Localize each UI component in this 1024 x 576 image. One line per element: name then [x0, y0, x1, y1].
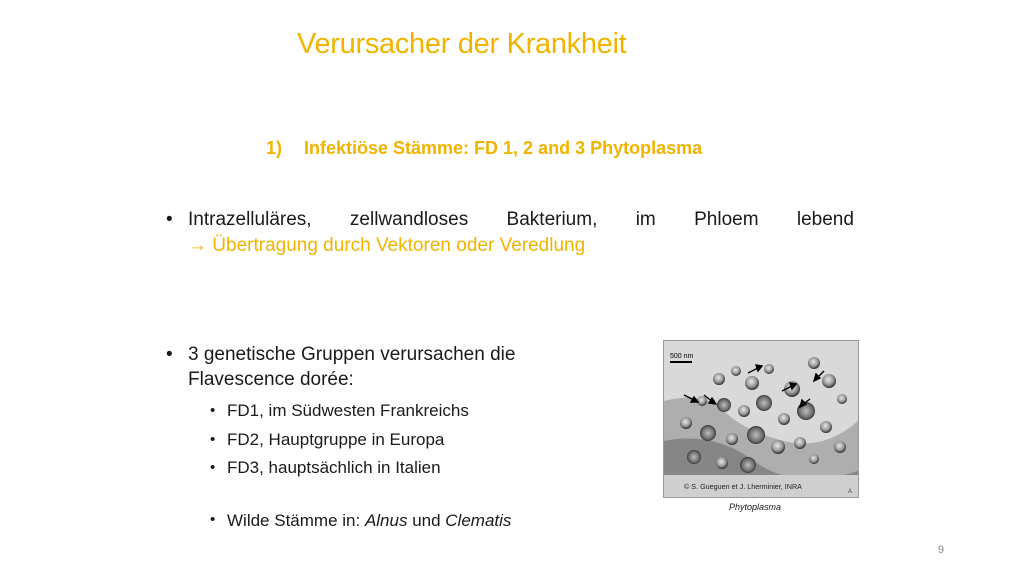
page-number: 9	[938, 544, 945, 556]
image-corner-mark: A	[848, 489, 853, 495]
image-credit: © S. Gueguen et J. Lherminier, INRA	[684, 482, 802, 491]
bullet-phytoplasma-description	[168, 207, 854, 259]
genetic-groups-text: 3 genetische Gruppen verursachen die Flavescence dorée:	[188, 344, 516, 390]
bullet-icon: •	[210, 511, 216, 528]
bullet-genetic-groups	[168, 342, 588, 392]
bullet-icon: •	[166, 209, 173, 230]
wild-prefix: Wilde Stämme in:	[227, 511, 365, 530]
slide-title: Verursacher der Krankheit	[297, 28, 627, 60]
list-item	[210, 397, 469, 426]
list-item-text: FD3, hauptsächlich in Italien	[227, 458, 441, 477]
list-item-text: FD1, im Südwesten Frankreichs	[227, 401, 469, 420]
micrograph-svg	[664, 341, 858, 497]
scale-bar	[670, 353, 694, 363]
word: Phloem	[694, 209, 759, 230]
word: im	[635, 209, 656, 230]
bullet-icon: •	[210, 430, 216, 448]
bullet-icon: •	[166, 344, 173, 365]
word: Intrazelluläres,	[188, 209, 312, 230]
wild-strains-item	[210, 511, 511, 531]
bullet-icon: •	[210, 402, 216, 419]
list-item-text: FD2, Hauptgruppe in Europa	[227, 429, 445, 449]
list-item	[210, 454, 469, 483]
strain-list	[210, 397, 469, 483]
image-caption: Phytoplasma	[729, 502, 782, 512]
transmission-note: → Übertragung durch Vektoren oder Veredlung	[188, 235, 586, 256]
wild-conjunction: und	[407, 511, 446, 530]
word: zellwandloses	[349, 209, 469, 230]
bullet-line-1	[188, 207, 854, 233]
word: Bakterium,	[506, 209, 598, 230]
section-heading	[266, 138, 702, 159]
alnus-name: Alnus	[364, 511, 408, 530]
bullet-icon: •	[210, 459, 216, 476]
section-heading-text: Infektiöse Stämme: FD 1, 2 and 3 Phytoplasma	[304, 138, 703, 158]
section-number: 1)	[266, 138, 283, 158]
word: lebend	[796, 209, 854, 230]
clematis-name: Clematis	[445, 511, 512, 530]
list-item	[210, 426, 469, 455]
svg-text:500 nm: 500 nm	[670, 353, 694, 360]
micrograph-image	[663, 340, 859, 498]
